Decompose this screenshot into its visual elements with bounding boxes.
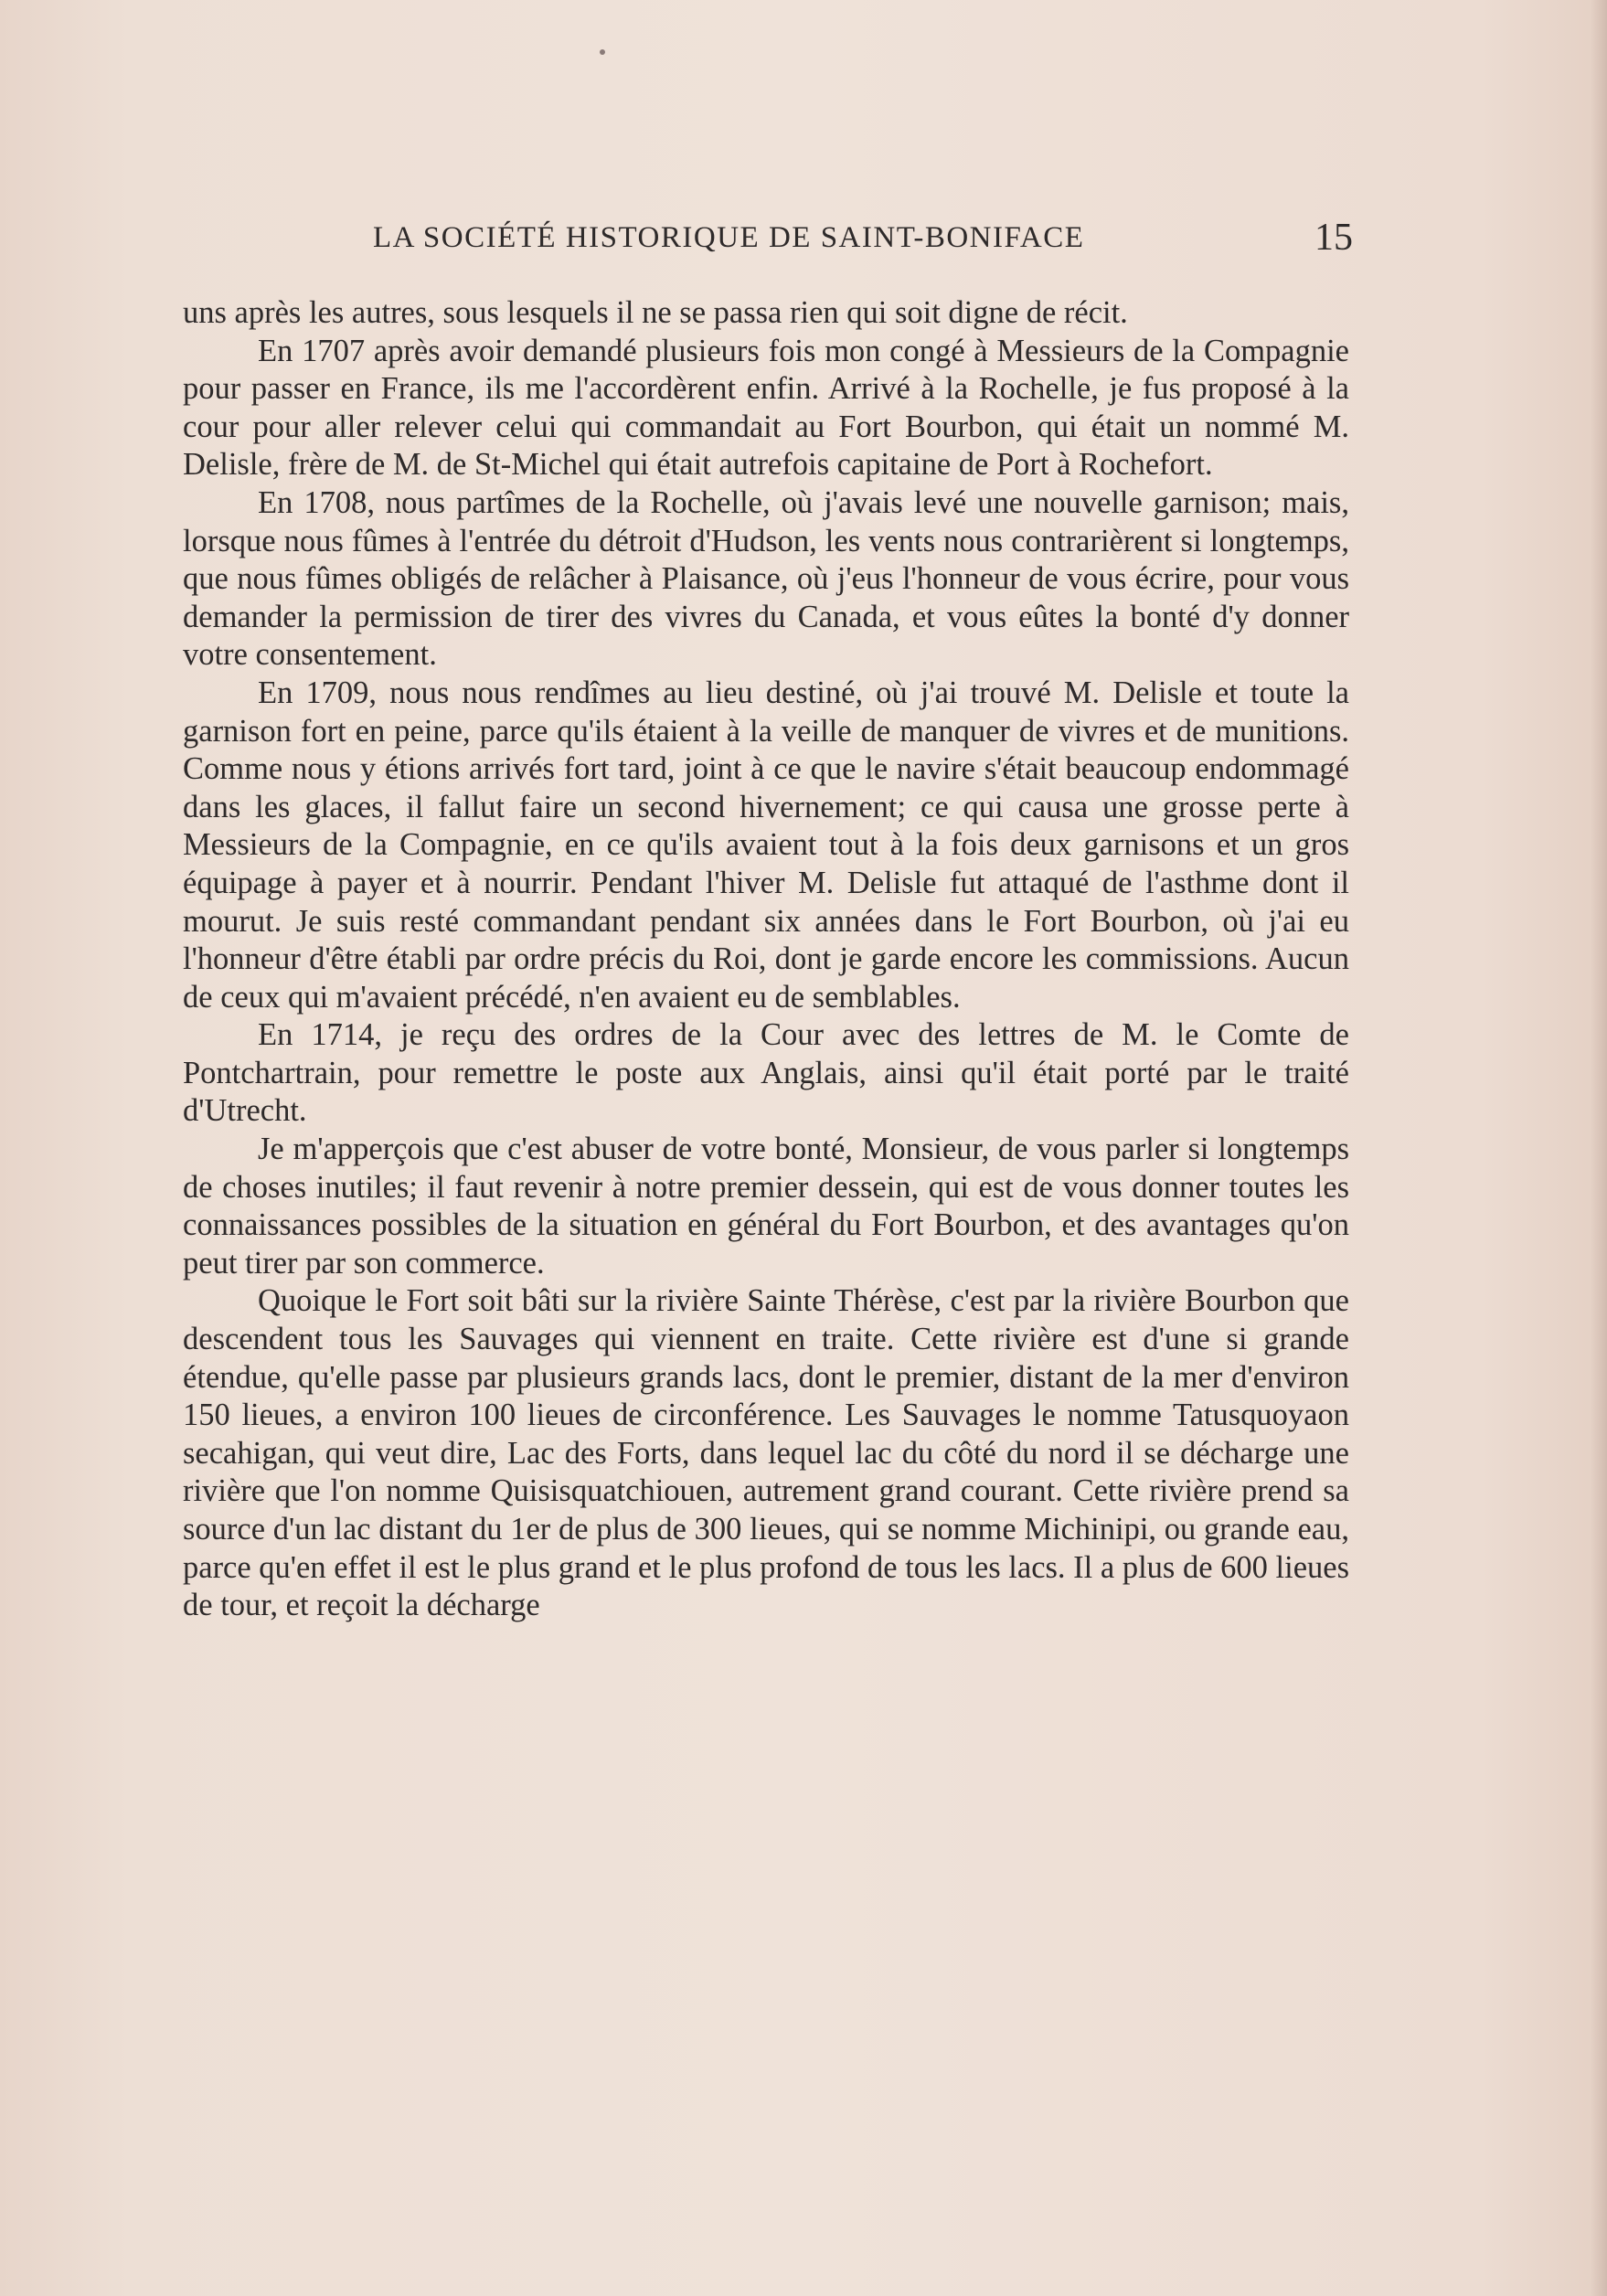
page-header [183,216,1353,261]
paragraph: En 1708, nous partîmes de la Rochelle, où j'avais levé une nouvelle garnison; mais, lorsque nous fûmes à l'entrée du détroit d'Hudson, les vents nous contrarièrent si longtemps, que nous fûmes obligés de relâcher à Plaisance, où j'eus l'honneur de vous écrire, pour vous demander la permission de tirer des vivres du Canada, et vous eûtes la bonté d'y donner votre consentement. [183,484,1349,673]
body-text [183,294,1349,1625]
page-edge-shadow [1591,0,1607,2296]
running-title: LA SOCIÉTÉ HISTORIQUE DE SAINT-BONIFACE [373,221,1085,254]
page-number: 15 [1314,217,1353,259]
paragraph: uns après les autres, sous lesquels il ne se passa rien qui soit digne de récit. [183,295,1128,330]
paragraph: Je m'apperçois que c'est abuser de votre bonté, Monsieur, de vous parler si longtemps de choses inutiles; il faut revenir à notre premier dessein, qui est de vous donner toutes les connaissances possibles de la situation en général du Fort Bourbon, et des avantages qu'on peut tirer par son commerce. [183,1132,1349,1281]
paragraph: Quoique le Fort soit bâti sur la rivière Sainte Thérèse, c'est par la rivière Bourbon que descendent tous les Sauvages qui viennent en traite. Cette rivière est d'une si grande étendue, qu'elle passe par plusieurs grands lacs, dont le premier, distant de la mer d'environ 150 lieues, a environ 100 lieues de circonférence. Les Sauvages le nomme Tatusquoyaon secahigan, qui veut dire, Lac des Forts, dans lequel lac du côté du nord il se décharge une rivière que l'on nomme Quisisquatchiouen, autrement grand courant. Cette rivière prend sa source d'un lac distant du 1er de plus de 300 lieues, qui se nomme Michinipi, ou grande eau, parce qu'en effet il est le plus grand et le plus profond de tous les lacs. Il a plus de 600 lieues de tour, et reçoit la décharge [183,1283,1349,1623]
paragraph: En 1709, nous nous rendîmes au lieu destiné, où j'ai trouvé M. Delisle et toute la garnison fort en peine, parce qu'ils étaient à la veille de manquer de vivres et de munitions. Comme nous y étions arrivés fort tard, joint à ce que le navire s'était beaucoup endommagé dans les glaces, il fallut faire un second hivernement; ce qui causa une grosse perte à Messieurs de la Compagnie, en ce qu'ils avaient tout à la fois deux garnisons et un gros équipage à payer et à nourrir. Pendant l'hiver M. Delisle fut attaqué de l'asthme dont il mourut. Je suis resté commandant pendant six années dans le Fort Bourbon, où j'ai eu l'honneur d'être établi par ordre précis du Roi, dont je garde encore les commissions. Aucun de ceux qui m'avaient précédé, n'en avaient eu de semblables. [183,675,1349,1015]
paper-speck [600,49,605,55]
paragraph: En 1707 après avoir demandé plusieurs fois mon congé à Messieurs de la Compagnie pour passer en France, ils me l'accordèrent enfin. Arrivé à la Rochelle, je fus proposé à la cour pour aller relever celui qui commandait au Fort Bourbon, qui était un nommé M. Delisle, frère de M. de St-Michel qui était autrefois capitaine de Port à Rochefort. [183,333,1349,483]
paragraph: En 1714, je reçu des ordres de la Cour avec des lettres de M. le Comte de Pontchartrain, pour remettre le poste aux Anglais, ainsi qu'il était porté par le traité d'Utrecht. [183,1017,1349,1129]
